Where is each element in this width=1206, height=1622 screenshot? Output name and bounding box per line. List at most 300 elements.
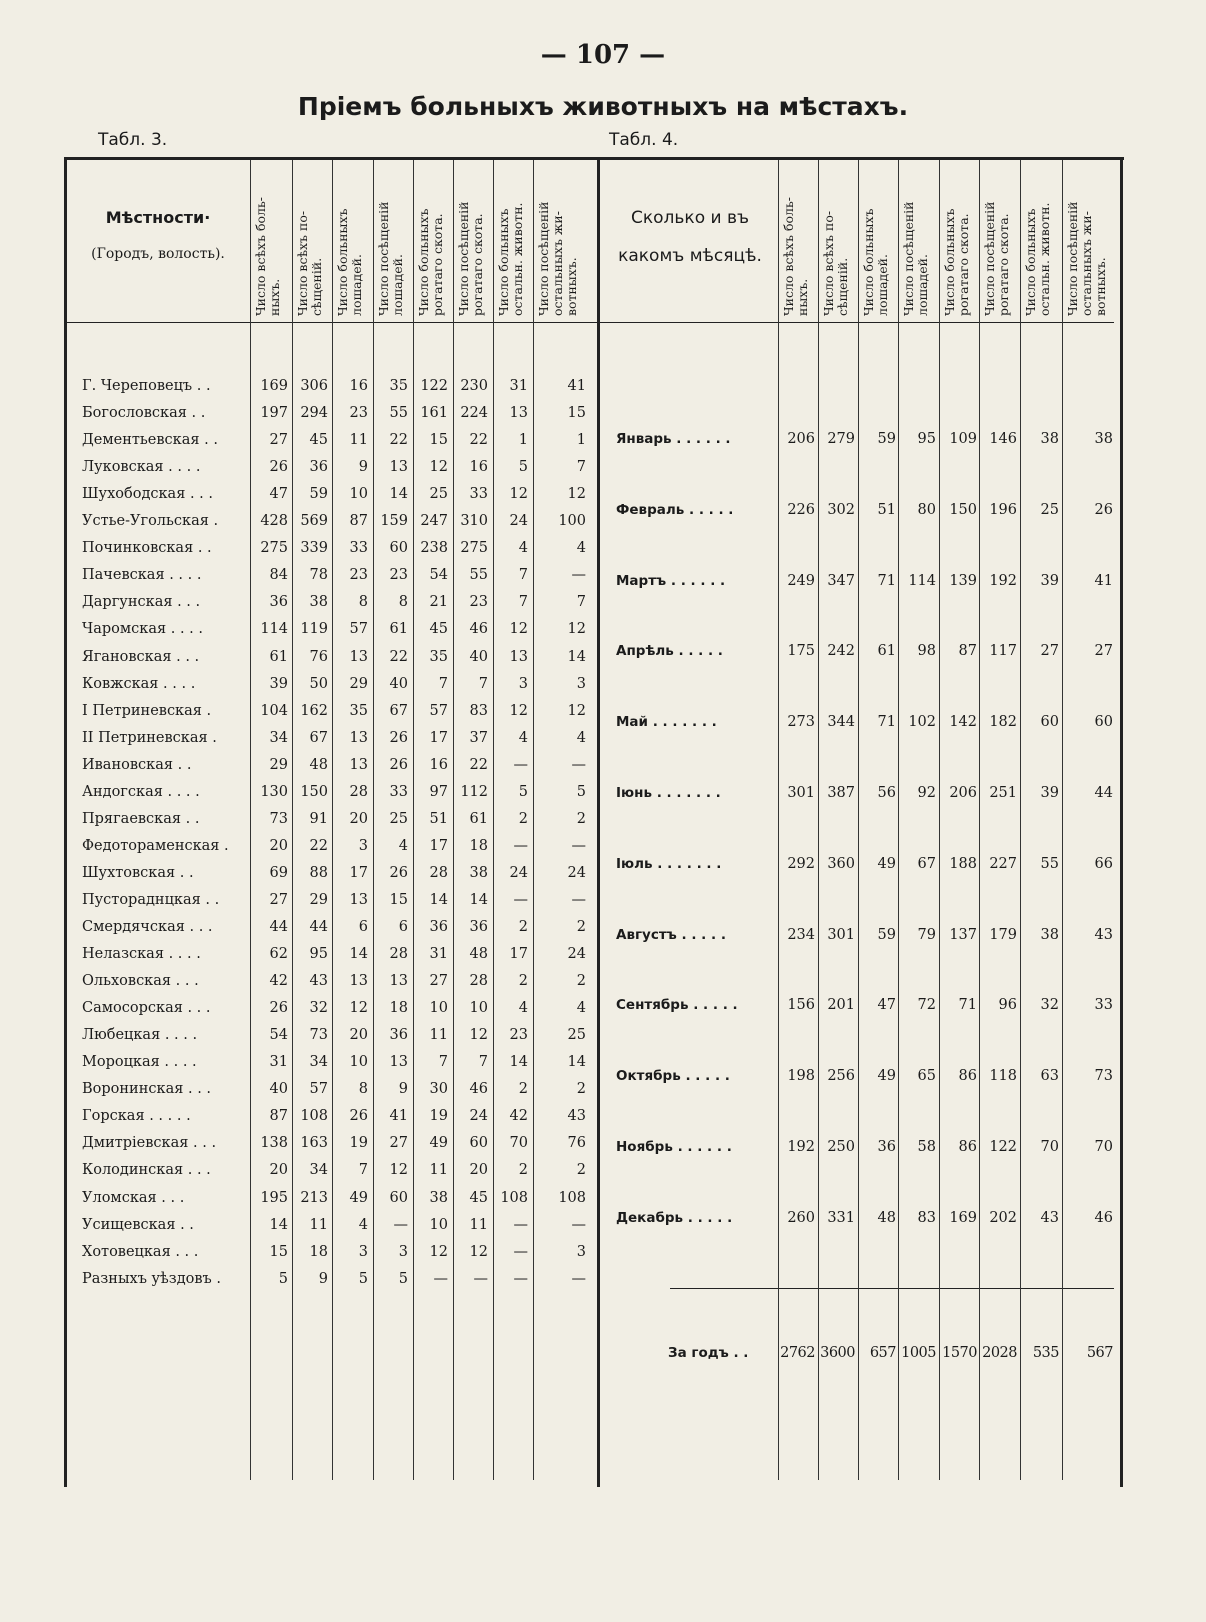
table3-cell: 35 bbox=[389, 378, 408, 394]
table3-cell: 17 bbox=[429, 729, 448, 746]
table4-cell: 47 bbox=[877, 997, 896, 1014]
table3-row-label: Нелазская . . . . bbox=[82, 946, 201, 963]
table4-row-label: Январь . . . . . . bbox=[616, 431, 731, 447]
table3-cell: 29 bbox=[309, 891, 328, 908]
table3-cell: — bbox=[513, 756, 528, 773]
table3-cell: 4 bbox=[518, 1000, 528, 1017]
table3-cell: — bbox=[513, 837, 528, 854]
table3-cell: 7 bbox=[518, 594, 528, 611]
table3-cell: 28 bbox=[469, 973, 488, 990]
table4-cell: 70 bbox=[1040, 1139, 1059, 1155]
table4-cell: 60 bbox=[1094, 714, 1113, 731]
table4-row-label: Ноябрь . . . . . . bbox=[616, 1139, 732, 1155]
table3-row-label: Федотораменская . bbox=[82, 837, 229, 854]
table4-cell: 39 bbox=[1040, 785, 1059, 801]
table3-row-label: Богословская . . bbox=[82, 405, 206, 422]
table3-row-label: Мороцкая . . . . bbox=[82, 1054, 197, 1071]
table3-cell: 25 bbox=[389, 810, 408, 827]
table3-cell: 28 bbox=[429, 864, 448, 881]
table3-cell: 13 bbox=[389, 973, 408, 990]
table3-cell: 50 bbox=[309, 675, 328, 692]
table3-cell: 159 bbox=[380, 513, 408, 530]
table3-cell: 17 bbox=[509, 946, 528, 963]
table3-cell: 16 bbox=[469, 459, 488, 476]
table3-cell: 213 bbox=[300, 1189, 328, 1206]
table3-cell: 22 bbox=[389, 648, 408, 665]
table3-cell: 339 bbox=[300, 540, 328, 557]
table3-cell: 275 bbox=[460, 540, 488, 557]
table4-cell: 273 bbox=[787, 714, 815, 731]
table3-cell: 12 bbox=[469, 1243, 488, 1260]
table3-location-header: Мѣстности· bbox=[105, 208, 211, 227]
table3-row-label: II Петриневская . bbox=[82, 729, 217, 746]
table3-cell: 19 bbox=[349, 1135, 368, 1152]
table3-cell: — bbox=[571, 567, 586, 584]
table3-row-label: Разныхъ уѣздовъ . bbox=[82, 1270, 221, 1287]
table4-cell: 48 bbox=[877, 1209, 896, 1226]
table4-cell: 117 bbox=[989, 643, 1017, 660]
table4-column-header: Число посѣщеній лошадей. bbox=[901, 201, 930, 316]
table3-cell: — bbox=[571, 1216, 586, 1233]
table3-cell: 428 bbox=[260, 513, 288, 530]
table3-row-label: Ольховская . . . bbox=[82, 973, 199, 990]
table4-cell: 251 bbox=[989, 785, 1017, 801]
table3-cell: 112 bbox=[460, 783, 488, 800]
table3-cell: 51 bbox=[429, 810, 448, 827]
table3-cell: 20 bbox=[269, 837, 288, 854]
table3-cell: 24 bbox=[509, 513, 528, 530]
table3-cell: 87 bbox=[269, 1108, 288, 1125]
table3-row-label: I Петриневская . bbox=[82, 702, 212, 719]
table3-cell: 28 bbox=[389, 946, 408, 963]
table4-cell: 72 bbox=[917, 997, 936, 1014]
table3-cell: 5 bbox=[518, 459, 528, 476]
table4-cell: 71 bbox=[958, 997, 977, 1014]
table4-total-cell: 567 bbox=[1086, 1345, 1113, 1361]
table3-cell: 62 bbox=[269, 946, 288, 963]
table3-cell: 15 bbox=[429, 432, 448, 449]
table3-cell: 7 bbox=[478, 1054, 488, 1071]
table3-row-label: Уломская . . . bbox=[82, 1189, 185, 1206]
table3-cell: 31 bbox=[429, 946, 448, 963]
table4-cell: 156 bbox=[787, 997, 815, 1014]
table4-cell: 60 bbox=[1040, 714, 1059, 731]
table4-cell: 98 bbox=[917, 643, 936, 660]
table3-column-header: Число посѣщеній рогатаго скота. bbox=[456, 201, 485, 316]
table3-column-header: Число всѣхъ боль- ныхъ. bbox=[253, 196, 282, 316]
table4-right-border bbox=[1120, 157, 1123, 1487]
table3-cell: 7 bbox=[358, 1162, 368, 1179]
table3-cell: 29 bbox=[349, 675, 368, 692]
table4-cell: 301 bbox=[787, 785, 815, 801]
table4-cell: 86 bbox=[958, 1068, 977, 1085]
table3-cell: 7 bbox=[478, 675, 488, 692]
table3-cell: 97 bbox=[429, 783, 448, 800]
table3-cell: 108 bbox=[300, 1108, 328, 1125]
table3-cell: 12 bbox=[509, 621, 528, 638]
table4-cell: 43 bbox=[1094, 926, 1113, 943]
table3-row-label: Чаромская . . . . bbox=[82, 621, 203, 638]
table3-cell: 22 bbox=[389, 432, 408, 449]
table3-cell: 169 bbox=[260, 378, 288, 394]
table4-cell: 87 bbox=[958, 643, 977, 660]
table3-cell: 29 bbox=[269, 756, 288, 773]
table4-cell: 59 bbox=[877, 926, 896, 943]
table4-cell: 292 bbox=[787, 855, 815, 872]
table3-cell: 44 bbox=[309, 919, 328, 935]
table3-cell: 55 bbox=[469, 567, 488, 584]
table4-cell: 139 bbox=[949, 572, 977, 589]
table3-column-header: Число больныхъ рогатаго скота. bbox=[416, 208, 445, 316]
table4-row-label: Мартъ . . . . . . bbox=[616, 572, 726, 589]
table4-column-rule bbox=[778, 160, 779, 1480]
table4-cell: 387 bbox=[827, 785, 855, 801]
table3-cell: 67 bbox=[389, 702, 408, 719]
table4-cell: 242 bbox=[827, 643, 855, 660]
table3-cell: 12 bbox=[469, 1027, 488, 1044]
table3-cell: 11 bbox=[469, 1216, 488, 1233]
table4-cell: 202 bbox=[989, 1209, 1017, 1226]
table3-row-label: Андогская . . . . bbox=[82, 783, 200, 800]
table4-total-cell: 2762 bbox=[780, 1345, 815, 1361]
table4-cell: 95 bbox=[917, 431, 936, 447]
table3-cell: 8 bbox=[358, 594, 368, 611]
table3-cell: 12 bbox=[349, 1000, 368, 1017]
table3-cell: — bbox=[473, 1270, 488, 1287]
table3-cell: 34 bbox=[309, 1054, 328, 1071]
table4-cell: 102 bbox=[908, 714, 936, 731]
table4-cell: 27 bbox=[1040, 643, 1059, 660]
table3-cell: — bbox=[571, 837, 586, 854]
table4-cell: 38 bbox=[1094, 431, 1113, 447]
table3-cell: 30 bbox=[429, 1081, 448, 1098]
table4-row-label: Апрѣль . . . . . bbox=[616, 643, 723, 660]
table4-column-rule bbox=[1020, 160, 1021, 1480]
table3-cell: 26 bbox=[389, 729, 408, 746]
table3-cell: 108 bbox=[500, 1189, 528, 1206]
table3-row-label: Луковская . . . . bbox=[82, 459, 201, 476]
table4-column-rule bbox=[979, 160, 980, 1480]
table3-cell: 5 bbox=[358, 1270, 368, 1287]
table3-cell: 14 bbox=[509, 1054, 528, 1071]
table3-cell: — bbox=[571, 756, 586, 773]
table3-cell: 122 bbox=[420, 378, 448, 394]
table3-cell: 108 bbox=[558, 1189, 586, 1206]
table4-cell: 41 bbox=[1094, 572, 1113, 589]
table3-cell: 9 bbox=[358, 459, 368, 476]
table3-cell: 40 bbox=[389, 675, 408, 692]
table3-cell: 3 bbox=[576, 1243, 586, 1260]
table3-cell: 11 bbox=[429, 1162, 448, 1179]
table3-cell: 13 bbox=[349, 729, 368, 746]
table3-cell: 4 bbox=[576, 1000, 586, 1017]
table3-cell: 6 bbox=[358, 919, 368, 935]
table3-cell: 13 bbox=[389, 1054, 408, 1071]
table3-cell: 4 bbox=[398, 837, 408, 854]
table3-cell: — bbox=[433, 1270, 448, 1287]
table4-row-label: Май . . . . . . . bbox=[616, 714, 717, 731]
table3-cell: 10 bbox=[429, 1216, 448, 1233]
table3-row-label: Самосорская . . . bbox=[82, 1000, 211, 1017]
table3-cell: 12 bbox=[509, 486, 528, 503]
table3-cell: 2 bbox=[518, 1162, 528, 1179]
table4-cell: 301 bbox=[827, 926, 855, 943]
table4-cell: 198 bbox=[787, 1068, 815, 1085]
table4-cell: 43 bbox=[1040, 1209, 1059, 1226]
table3-cell: 10 bbox=[469, 1000, 488, 1017]
table4-row-label: Сентябрь . . . . . bbox=[616, 997, 738, 1014]
table3-cell: 104 bbox=[260, 702, 288, 719]
table3-cell: 15 bbox=[269, 1243, 288, 1260]
table3-cell: 294 bbox=[300, 405, 328, 422]
table3-cell: 33 bbox=[349, 540, 368, 557]
table4-cell: 179 bbox=[989, 926, 1017, 943]
page-title: Пріемъ больныхъ животныхъ на мѣстахъ. bbox=[297, 92, 909, 121]
table4-cell: 122 bbox=[989, 1139, 1017, 1155]
table4-cell: 63 bbox=[1040, 1068, 1059, 1085]
table3-location-subheader: (Городъ, волость). bbox=[91, 246, 225, 262]
table4-cell: 83 bbox=[917, 1209, 936, 1226]
table4-row-label: Октябрь . . . . . bbox=[616, 1068, 730, 1085]
table3-row-label: Усищевская . . bbox=[82, 1216, 194, 1233]
table3-cell: 47 bbox=[269, 486, 288, 503]
table4-cell: 92 bbox=[917, 785, 936, 801]
table4-cell: 114 bbox=[908, 572, 936, 589]
table3-cell: 36 bbox=[269, 594, 288, 611]
table3-cell: 49 bbox=[429, 1135, 448, 1152]
table-top-rule bbox=[64, 157, 1124, 160]
table4-total-cell: 3600 bbox=[820, 1345, 855, 1361]
table4-cell: 55 bbox=[1040, 855, 1059, 872]
table4-cell: 36 bbox=[877, 1139, 896, 1155]
table3-cell: 4 bbox=[358, 1216, 368, 1233]
table3-cell: — bbox=[571, 891, 586, 908]
table3-row-label: Смердячская . . . bbox=[82, 919, 213, 935]
table3-cell: 12 bbox=[567, 702, 586, 719]
table3-cell: 18 bbox=[389, 1000, 408, 1017]
table3-cell: 43 bbox=[309, 973, 328, 990]
table3-cell: 5 bbox=[278, 1270, 288, 1287]
table3-row-label: Колодинская . . . bbox=[82, 1162, 211, 1179]
table4-cell: 347 bbox=[827, 572, 855, 589]
table3-cell: 31 bbox=[509, 378, 528, 394]
table3-row-label: Починковская . . bbox=[82, 540, 212, 557]
table3-cell: 12 bbox=[509, 702, 528, 719]
table3-column-rule bbox=[533, 160, 534, 1480]
table3-cell: 46 bbox=[469, 1081, 488, 1098]
table4-column-header: Число больныхъ остальн. животн. bbox=[1023, 202, 1052, 316]
table4-label: Табл. 4. bbox=[609, 130, 679, 150]
table3-cell: 14 bbox=[389, 486, 408, 503]
table3-cell: 36 bbox=[309, 459, 328, 476]
table3-cell: 9 bbox=[318, 1270, 328, 1287]
table4-cell: 192 bbox=[989, 572, 1017, 589]
table4-cell: 260 bbox=[787, 1209, 815, 1226]
table3-cell: 306 bbox=[300, 378, 328, 394]
table4-cell: 118 bbox=[989, 1068, 1017, 1085]
table3-cell: 34 bbox=[309, 1162, 328, 1179]
table3-cell: 35 bbox=[349, 702, 368, 719]
table3-cell: 39 bbox=[269, 675, 288, 692]
table3-cell: 224 bbox=[460, 405, 488, 422]
table3-cell: 69 bbox=[269, 864, 288, 881]
table3-cell: 60 bbox=[389, 540, 408, 557]
table3-cell: 15 bbox=[389, 891, 408, 908]
table3-cell: 2 bbox=[576, 973, 586, 990]
table3-label: Табл. 3. bbox=[98, 130, 168, 150]
table3-cell: 10 bbox=[349, 486, 368, 503]
table3-cell: 16 bbox=[429, 756, 448, 773]
table3-cell: 24 bbox=[469, 1108, 488, 1125]
table3-cell: 24 bbox=[567, 946, 586, 963]
table3-cell: 26 bbox=[269, 1000, 288, 1017]
table4-column-rule bbox=[818, 160, 819, 1480]
table3-row-label: Устье-Угольская . bbox=[82, 513, 219, 530]
table3-cell: 38 bbox=[429, 1189, 448, 1206]
table3-cell: 70 bbox=[509, 1135, 528, 1152]
table3-cell: 3 bbox=[398, 1243, 408, 1260]
table3-cell: 24 bbox=[567, 864, 586, 881]
table3-column-header: Число всѣхъ по- сѣщеній. bbox=[295, 210, 324, 316]
table3-cell: 230 bbox=[460, 378, 488, 394]
table3-cell: 84 bbox=[269, 567, 288, 584]
table3-cell: 13 bbox=[509, 405, 528, 422]
table3-cell: 12 bbox=[567, 486, 586, 503]
table3-cell: 33 bbox=[469, 486, 488, 503]
table3-cell: 42 bbox=[269, 973, 288, 990]
table4-total-cell: 535 bbox=[1032, 1345, 1059, 1361]
table4-cell: 175 bbox=[787, 643, 815, 660]
table3-cell: 36 bbox=[429, 919, 448, 935]
table4-total-label: За годъ . . bbox=[668, 1345, 749, 1361]
table3-cell: — bbox=[393, 1216, 408, 1233]
table3-cell: 34 bbox=[269, 729, 288, 746]
table3-cell: 5 bbox=[398, 1270, 408, 1287]
table3-cell: 22 bbox=[469, 432, 488, 449]
table4-cell: 73 bbox=[1094, 1068, 1113, 1085]
table3-cell: 8 bbox=[398, 594, 408, 611]
table4-row-label: Августъ . . . . . bbox=[616, 926, 726, 943]
table3-cell: 5 bbox=[518, 783, 528, 800]
table4-cell: 360 bbox=[827, 855, 855, 872]
table3-cell: 14 bbox=[469, 891, 488, 908]
table4-cell: 71 bbox=[877, 572, 896, 589]
table3-cell: 4 bbox=[518, 540, 528, 557]
table3-cell: 138 bbox=[260, 1135, 288, 1152]
table3-cell: 40 bbox=[469, 648, 488, 665]
table3-cell: 2 bbox=[576, 1081, 586, 1098]
table3-cell: 162 bbox=[300, 702, 328, 719]
table3-row-label: Горская . . . . . bbox=[82, 1108, 191, 1125]
table4-cell: 150 bbox=[949, 501, 977, 518]
table3-cell: 57 bbox=[309, 1081, 328, 1098]
table3-cell: 28 bbox=[349, 783, 368, 800]
table3-column-header: Число посѣщеній лошадей. bbox=[376, 201, 405, 316]
table3-cell: 569 bbox=[300, 513, 328, 530]
table3-cell: 2 bbox=[518, 810, 528, 827]
table3-row-label: Хотовецкая . . . bbox=[82, 1243, 199, 1260]
table4-cell: 26 bbox=[1094, 501, 1113, 518]
table3-cell: 21 bbox=[429, 594, 448, 611]
table4-cell: 46 bbox=[1094, 1209, 1113, 1226]
table4-column-header: Число посѣщеній рогатаго скота. bbox=[982, 201, 1011, 316]
table3-cell: 44 bbox=[269, 919, 288, 935]
table3-cell: 12 bbox=[429, 1243, 448, 1260]
table3-cell: 26 bbox=[389, 756, 408, 773]
table3-cell: 20 bbox=[349, 1027, 368, 1044]
table4-column-rule bbox=[858, 160, 859, 1480]
table4-column-header: Число всѣхъ по- сѣщеній. bbox=[821, 210, 850, 316]
table3-cell: 17 bbox=[429, 837, 448, 854]
table3-cell: 73 bbox=[269, 810, 288, 827]
table3-cell: 23 bbox=[349, 405, 368, 422]
table4-cell: 65 bbox=[917, 1068, 936, 1085]
table3-cell: 42 bbox=[509, 1108, 528, 1125]
table4-cell: 344 bbox=[827, 714, 855, 731]
table3-column-header: Число больныхъ остальн. животн. bbox=[496, 202, 525, 316]
table3-cell: 59 bbox=[309, 486, 328, 503]
table4-cell: 188 bbox=[949, 855, 977, 872]
table3-cell: 1 bbox=[576, 432, 586, 449]
table3-cell: 83 bbox=[469, 702, 488, 719]
table3-row-label: Даргунская . . . bbox=[82, 594, 201, 611]
table3-cell: 2 bbox=[518, 973, 528, 990]
table3-cell: 10 bbox=[429, 1000, 448, 1017]
table3-cell: 7 bbox=[438, 1054, 448, 1071]
table3-row-label: Ягановская . . . bbox=[82, 648, 200, 665]
table4-column-rule bbox=[1062, 160, 1063, 1480]
table3-cell: 54 bbox=[269, 1027, 288, 1044]
table3-cell: 12 bbox=[567, 621, 586, 638]
table4-cell: 206 bbox=[949, 785, 977, 801]
table3-cell: 3 bbox=[358, 837, 368, 854]
table3-cell: 57 bbox=[429, 702, 448, 719]
table4-cell: 32 bbox=[1040, 997, 1059, 1014]
total-separator-rule bbox=[670, 1288, 1114, 1289]
table4-total-cell: 2028 bbox=[982, 1345, 1017, 1361]
table4-cell: 279 bbox=[827, 431, 855, 447]
table3-cell: 37 bbox=[469, 729, 488, 746]
table3-row-label: Г. Череповецъ . . bbox=[82, 378, 211, 394]
table4-cell: 56 bbox=[877, 785, 896, 801]
table3-cell: 38 bbox=[469, 864, 488, 881]
table3-cell: 76 bbox=[309, 648, 328, 665]
table3-row-label: Пустораднцкая . . bbox=[82, 891, 220, 908]
table4-total-cell: 1570 bbox=[942, 1345, 977, 1361]
table3-cell: 27 bbox=[269, 891, 288, 908]
table3-cell: 7 bbox=[518, 567, 528, 584]
table3-cell: 23 bbox=[349, 567, 368, 584]
table4-cell: 49 bbox=[877, 855, 896, 872]
table4-column-rule bbox=[939, 160, 940, 1480]
table4-cell: 331 bbox=[827, 1209, 855, 1226]
table4-cell: 80 bbox=[917, 501, 936, 518]
table4-column-rule bbox=[898, 160, 899, 1480]
table4-column-header: Число больныхъ лошадей. bbox=[861, 208, 890, 316]
table3-cell: 45 bbox=[429, 621, 448, 638]
table3-cell: 36 bbox=[469, 919, 488, 935]
table3-cell: 36 bbox=[389, 1027, 408, 1044]
table4-total-cell: 657 bbox=[869, 1345, 896, 1361]
table4-cell: 71 bbox=[877, 714, 896, 731]
table3-cell: 22 bbox=[469, 756, 488, 773]
table3-cell: 19 bbox=[429, 1108, 448, 1125]
table3-cell: 48 bbox=[309, 756, 328, 773]
table3-cell: 100 bbox=[558, 513, 586, 530]
table4-cell: 109 bbox=[949, 431, 977, 447]
table3-cell: 14 bbox=[429, 891, 448, 908]
table3-cell: 38 bbox=[309, 594, 328, 611]
